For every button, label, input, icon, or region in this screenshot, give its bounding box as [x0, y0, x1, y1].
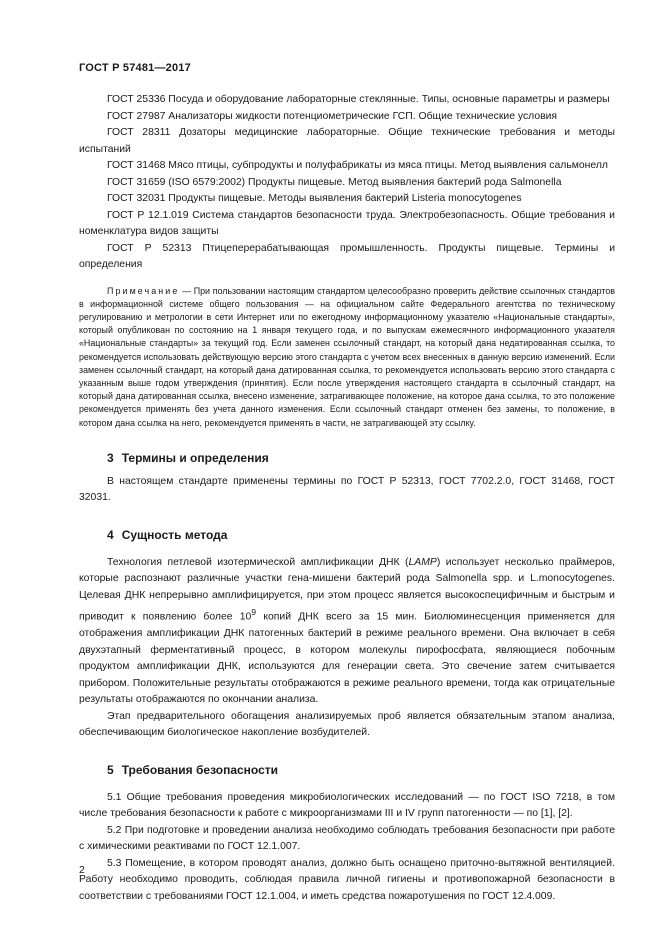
section-5-heading — [79, 763, 615, 777]
section-4-heading — [79, 528, 615, 542]
section-4-number: 4 — [107, 527, 114, 542]
lamp-term: LAMP — [408, 556, 437, 568]
reference-item: ГОСТ Р 12.1.019 Система стандартов безопасности труда. Электробезопасность. Общие требования и номенклатура видов защиты — [79, 209, 615, 237]
note-paragraph — [79, 285, 615, 430]
section-5-paragraph: 5.3 Помещение, в котором проводят анализ, должно быть оснащено приточно-вытяжной вентиляцией. Работу необходимо проводить, соблюдая правила личной гигиены и противопожарной безопасности в соответствии с требованиями ГОСТ 12.1.004, и иметь средства пожаротушения по ГОСТ 12.4.009. — [79, 857, 615, 902]
section-4-title: Сущность метода — [121, 527, 228, 542]
references-list — [79, 92, 615, 274]
page-number: 2 — [79, 864, 85, 876]
document-header: ГОСТ Р 57481—2017 — [79, 62, 191, 74]
section-4-paragraph-1 — [79, 555, 615, 709]
reference-item: ГОСТ Р 52313 Птицеперерабатывающая промышленность. Продукты пищевые. Термины и определения — [79, 242, 615, 270]
text-run: ) использует несколько праймеров, которые распознают различные участки гена-мишени бактерий рода Salmonella spp. и L.monocytogenes. Целевая ДНК непрерывно амплифицируется, при этом процесс является высокоспецифичным и быстрым и приводит к появлению более 10 — [79, 556, 615, 623]
reference-item: ГОСТ 28311 Дозаторы медицинские лабораторные. Общие технические требования и методы испытаний — [79, 127, 615, 155]
section-5-body — [79, 790, 615, 906]
note-text: — При пользовании настоящим стандартом целесообразно проверить действие ссылочных стандартов в информационной системе общего пользования — на официальном сайте Федерального агентства по техническому регулированию и метрологии в сети Интернет или по ежегодному информационному указателю «Национальные стандарты», который опубликован по состоянию на 1 января текущего года, и по выпускам ежемесячного информационного указателя «Национальные стандарты» за текущий год. Если заменен ссылочный стандарт, на который дана недатированная ссылка, то рекомендуется использовать действующую версию этого стандарта с учетом всех внесенных в данную версию изменений. Если заменен ссылочный стандарт, на который дана датированная ссылка, то рекомендуется использовать версию этого стандарта с указанным выше годом утверждения (принятия). Если после утверждения настоящего стандарта в ссылочный стандарт, на который дана датированная ссылка, внесено изменение, затрагивающее положение, на которое дана ссылка, то это положение рекомендуется применять без учета данного изменения. Если ссылочный стандарт отменен без замены, то положение, в котором дана ссылка на него, рекомендуется применять в части, не затрагивающей эту ссылку. — [79, 285, 616, 428]
reference-item: ГОСТ 27987 Анализаторы жидкости потенциометрические ГСП. Общие технические условия — [107, 110, 558, 122]
section-4-paragraph-2: Этап предварительного обогащения анализируемых проб является обязательным этапом анализа, обеспечивающим биологическое накопление возбудителей. — [79, 710, 615, 739]
section-3-number: 3 — [107, 450, 114, 465]
reference-item: ГОСТ 25336 Посуда и оборудование лабораторные стеклянные. Типы, основные параметры и размеры — [107, 94, 610, 105]
document-body — [79, 92, 615, 905]
note-label: Примечание — [107, 285, 180, 296]
reference-item: ГОСТ 31468 Мясо птицы, субпродукты и полуфабрикаты из мяса птицы. Метод выявления сальмонелл — [107, 160, 608, 171]
section-5-paragraph: 5.1 Общие требования проведения микробиологических исследований — по ГОСТ ISO 7218, в том числе требования безопасности к работе с микроорганизмами III и IV групп патогенности — по [1], [2]. — [79, 791, 615, 820]
section-3-heading — [79, 451, 615, 465]
section-5-title: Требования безопасности — [121, 762, 279, 777]
text-run: Технология петлевой изотермической амплификации ДНК ( — [107, 556, 409, 568]
reference-item: ГОСТ 31659 (ISO 6579:2002) Продукты пищевые. Метод выявления бактерий рода Salmonella — [107, 176, 562, 188]
section-5-paragraph: 5.2 При подготовке и проведении анализа необходимо соблюдать требования безопасности при работе с химическими реактивами по ГОСТ 12.1.007. — [79, 824, 615, 853]
reference-item: ГОСТ 32031 Продукты пищевые. Методы выявления бактерий Listeria monocytogenes — [107, 193, 522, 204]
text-run: копий ДНК всего за 15 мин. Биолюминесценция применяется для отображения амплификации ДНК патогенных бактерий в режиме реального времени. Она включает в себя двухэтапный ферментативный процесс, в котором молекулы пирофосфата, являющиеся побочным продуктом амплификации ДНК, используются для генерации света. Это свечение затем считывается прибором. Положительные результаты отображаются в режиме реального времени, тогда как отрицательные результаты отображаются по окончании анализа. — [79, 611, 615, 706]
exponent: 9 — [251, 607, 257, 618]
section-5-number: 5 — [107, 762, 114, 777]
section-3-title: Термины и определения — [121, 450, 269, 465]
section-3-text: В настоящем стандарте применены термины по ГОСТ Р 52313, ГОСТ 7702.2.0, ГОСТ 31468, ГОСТ 32031. — [79, 475, 615, 504]
